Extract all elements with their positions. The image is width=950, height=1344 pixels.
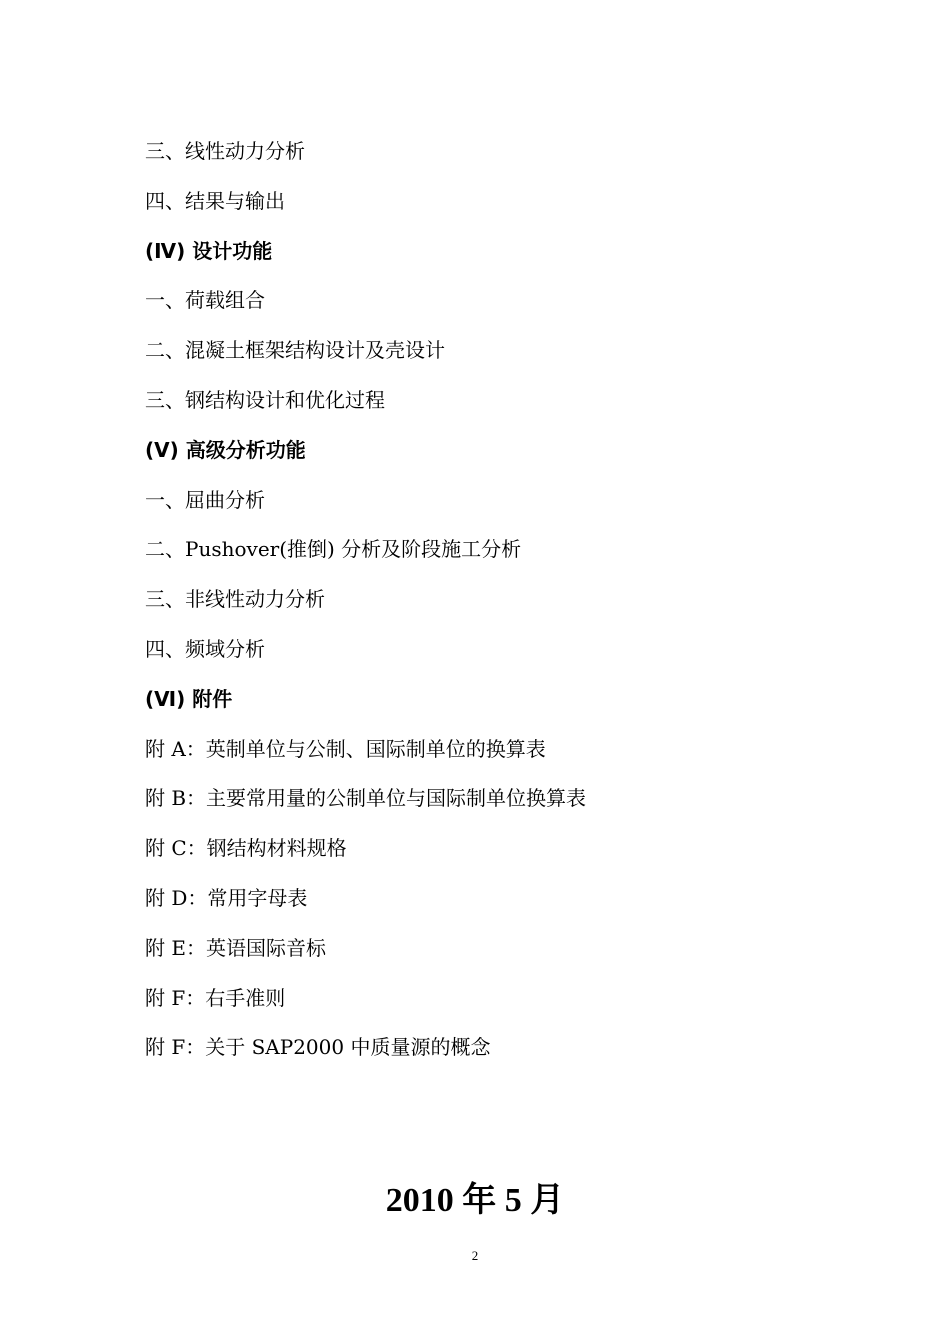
page-number: 2 [471,1248,479,1263]
toc-item: 二、混凝土框架结构设计及壳设计 [145,338,445,363]
toc-appendix-item: 附 A：英制单位与公制、国际制单位的换算表 [145,736,546,761]
toc-appendix-item: 附 C：钢结构材料规格 [145,836,347,861]
toc-item: 一、荷载组合 [145,288,265,313]
toc-appendix-item: 附 F：关于 SAP2000 中质量源的概念 [145,1035,491,1060]
toc-section-heading: (Ⅴ) 高级分析功能 [145,437,306,462]
toc-section-heading: (Ⅵ) 附件 [145,686,233,711]
toc-appendix-item: 附 E：英语国际音标 [145,935,326,960]
toc-appendix-item: 附 F：右手准则 [145,985,286,1010]
table-of-contents [145,132,586,1078]
toc-appendix-item: 附 B：主要常用量的公制单位与国际制单位换算表 [145,786,587,811]
toc-item: 三、非线性动力分析 [145,587,325,612]
toc-item: 一、屈曲分析 [145,487,265,512]
publication-date: 2010 年 5 月 [385,1182,565,1219]
toc-item: 二、Pushover(推倒) 分析及阶段施工分析 [145,537,522,562]
toc-section-heading: (Ⅳ) 设计功能 [145,238,273,263]
toc-item: 四、结果与输出 [145,188,285,213]
toc-item: 四、频域分析 [145,636,265,661]
toc-appendix-item: 附 D：常用字母表 [145,885,308,910]
toc-item: 三、线性动力分析 [145,139,305,163]
toc-item: 三、钢结构设计和优化过程 [145,387,385,412]
